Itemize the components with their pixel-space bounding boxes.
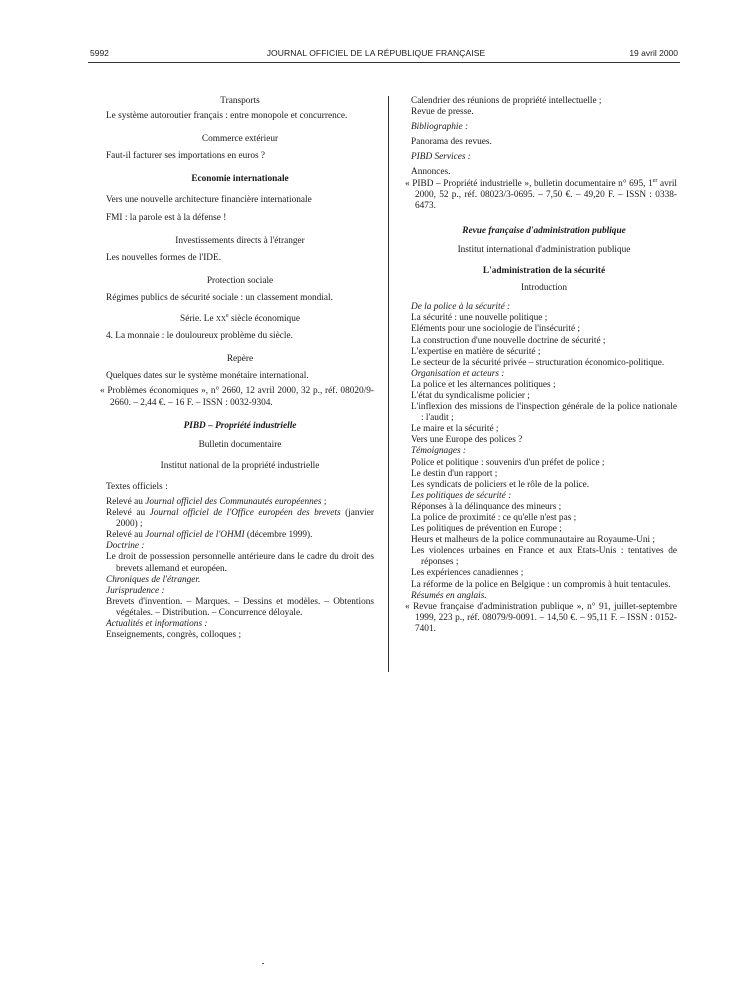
- list-item: Le secteur de la sécurité privée – structuration économico-politique.: [411, 357, 665, 368]
- commerce-text: Faut-il facturer ses importations en euros ?: [106, 151, 266, 162]
- journal-title: JOURNAL OFFICIEL DE LA RÉPUBLIQUE FRANÇAISE: [266, 48, 486, 58]
- list-item: L'état du syndicalisme policier ;: [411, 390, 530, 401]
- section-heading-investissements: Investissements directs à l'étranger: [175, 235, 305, 246]
- revue-presse-text: Revue de presse.: [411, 107, 474, 118]
- section-heading-economie: Economie internationale: [191, 174, 289, 185]
- transports-text: Le système autoroutier français : entre monopole et concurrence.: [106, 111, 348, 122]
- list-item: Les expériences canadiennes ;: [411, 568, 524, 579]
- releve-1: Relevé au Journal officiel des Communautés européennes ;: [106, 496, 327, 507]
- page-speck: [262, 963, 264, 964]
- page-header: [0, 0, 752, 60]
- resumes-label: Résumés en anglais.: [411, 590, 487, 601]
- annonces-text: Annonces.: [411, 167, 451, 178]
- temoignages-label: Témoignages :: [411, 446, 467, 457]
- reference-pibd: « PIBD – Propriété industrielle », bulletin documentaire n° 695, 1er avril 2000, 52 p., réf. 08023/3-0695. – 7,50 €. – 49,20 F. – ISSN : 0338-6473.: [405, 177, 677, 211]
- list-item: Heurs et malheurs de la police communautaire au Royaume-Uni ;: [411, 535, 655, 546]
- releve-3: Relevé au Journal officiel de l'OHMI (décembre 1999).: [106, 530, 313, 541]
- investissements-text: Les nouvelles formes de l'IDE.: [106, 252, 222, 263]
- list-item: La police et les alternances politiques ;: [411, 379, 556, 390]
- page-number: 5992: [90, 48, 109, 58]
- jurisprudence-label: Jurisprudence :: [106, 585, 165, 596]
- reference-rfap: « Revue française d'administration publique », n° 91, juillet-septembre 1999, 223 p., réf. 08079/9-0091. – 14,50 €. – 95,11 F. – ISSN : 0152-7401.: [405, 601, 677, 634]
- actualites-text: Enseignements, congrès, colloques ;: [106, 630, 242, 641]
- pibd-subtitle-1: Bulletin documentaire: [198, 439, 282, 450]
- section-heading-administration: L'administration de la sécurité: [482, 266, 606, 277]
- section-heading-commerce: Commerce extérieur: [201, 134, 279, 145]
- protection-text: Régimes publics de sécurité sociale : un classement mondial.: [106, 292, 333, 303]
- serie-text: 4. La monnaie : le douloureux problème du siècle.: [106, 331, 293, 342]
- police-label: De la police à la sécurité :: [411, 302, 511, 313]
- section-heading-repere: Repère: [226, 354, 254, 365]
- header-rule: [88, 62, 680, 63]
- list-item: Le destin d'un rapport ;: [411, 468, 498, 479]
- actualites-label: Actualités et informations :: [106, 619, 208, 629]
- doctrine-text: Le droit de possession personnelle antérieure dans le cadre du droit des brevets allemand et européen.: [106, 552, 374, 574]
- doctrine-label: Doctrine :: [106, 541, 145, 552]
- list-item: Le maire et la sécurité ;: [411, 424, 499, 435]
- jurisprudence-text: Brevets d'invention. – Marques. – Dessins et modèles. – Obtentions végétales. – Distribution. – Concurrence déloyale.: [106, 596, 374, 618]
- chroniques-label: Chroniques de l'étranger.: [106, 574, 201, 585]
- list-item: La police de proximité : ce qu'elle n'est pas ;: [411, 513, 577, 523]
- column-divider: [388, 96, 389, 672]
- list-item: Les violences urbaines en France et aux Etats-Unis : tentatives de réponses ;: [411, 546, 677, 568]
- list-item: Police et politique : souvenirs d'un préfet de police ;: [411, 457, 605, 468]
- introduction-text: Introduction: [521, 283, 567, 294]
- economie-text-1: Vers une nouvelle architecture financière internationale: [106, 195, 312, 206]
- list-item: Les politiques de prévention en Europe ;: [411, 524, 562, 535]
- section-heading-pibd: PIBD – Propriété industrielle: [183, 420, 297, 431]
- bibliographie-label: Bibliographie :: [411, 122, 469, 133]
- section-heading-transports: Transports: [220, 96, 260, 106]
- section-heading-rfap: Revue française d'administration publique: [462, 225, 626, 236]
- list-item: Réponses à la délinquance des mineurs ;: [411, 501, 562, 512]
- politiques-label: Les politiques de sécurité :: [411, 490, 512, 501]
- rfap-subtitle: Institut international d'administration publique: [457, 244, 631, 255]
- organisation-label: Organisation et acteurs :: [411, 368, 505, 379]
- repere-text: Quelques dates sur le système monétaire international.: [106, 371, 309, 382]
- calendrier-text: Calendrier des réunions de propriété intellectuelle ;: [411, 96, 602, 106]
- list-item: La réforme de la police en Belgique : un compromis à huit tentacules.: [411, 579, 671, 590]
- list-item: La construction d'une nouvelle doctrine de sécurité ;: [411, 335, 606, 346]
- economie-text-2: FMI : la parole est à la défense !: [106, 212, 227, 223]
- list-item: La sécurité : une nouvelle politique ;: [411, 313, 548, 324]
- textes-label: Textes officiels :: [106, 481, 168, 492]
- pibd-subtitle-2: Institut national de la propriété industrielle: [160, 460, 320, 471]
- list-item: L'inflexion des missions de l'inspection générale de la police nationale : l'audit ;: [411, 402, 677, 424]
- section-heading-protection: Protection sociale: [206, 275, 274, 286]
- list-item: Les syndicats de policiers et le rôle de la police.: [411, 479, 590, 490]
- bibliographie-text: Panorama des revues.: [411, 137, 492, 148]
- list-item: Eléments pour une sociologie de l'insécurité ;: [411, 324, 580, 335]
- section-heading-serie: Série. Le $xx^e$ siècle économique: [180, 312, 300, 325]
- list-item: L'expertise en matière de sécurité ;: [411, 346, 541, 357]
- issue-date: 19 avril 2000: [629, 48, 678, 58]
- reference-problemes-economiques: « Problèmes économiques », n° 2660, 12 avril 2000, 32 p., réf. 08020/9-2660. – 2,44 €. – 16 F. – ISSN : 0032-9304.: [100, 386, 374, 408]
- list-item: Vers une Europe des polices ?: [411, 435, 523, 446]
- left-column: [100, 96, 374, 641]
- pibd-services-label: PIBD Services :: [411, 152, 471, 163]
- right-column: [405, 96, 677, 635]
- releve-2: Relevé au Journal officiel de l'Office européen des brevets (janvier 2000) ;: [106, 508, 374, 530]
